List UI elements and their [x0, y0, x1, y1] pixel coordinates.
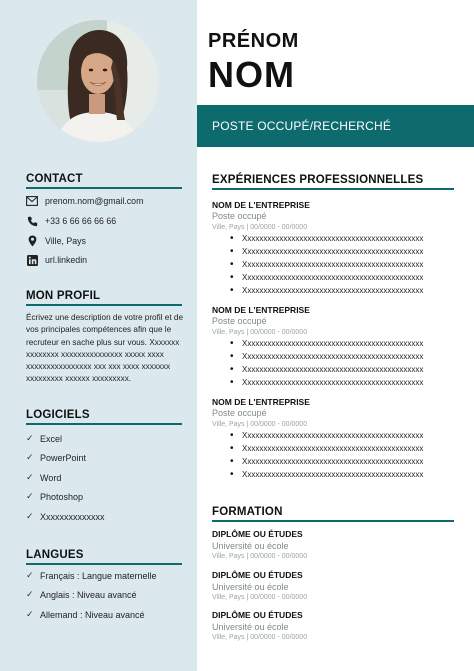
contact-linkedin[interactable]: [26, 254, 87, 266]
check-icon: ✓: [26, 433, 34, 443]
job-bullet: • Xxxxxxxxxxxxxxxxxxxxxxxxxxxxxxxxxxxxxxxxxxxxx: [230, 338, 423, 351]
langue-item: [26, 609, 145, 620]
logiciel-item: [26, 491, 83, 502]
last-name: NOM: [208, 54, 295, 95]
job-company: NOM DE L'ENTREPRISE: [212, 305, 310, 315]
job-company: NOM DE L'ENTREPRISE: [212, 397, 310, 407]
contact-title: CONTACT: [26, 173, 83, 185]
profil-divider: [26, 304, 182, 306]
position-title: POSTE OCCUPÉ/RECHERCHÉ: [212, 119, 392, 133]
edu-degree: DIPLÔME OU ÉTUDES: [212, 529, 303, 539]
first-name: PRÉNOM: [208, 30, 299, 52]
check-icon: ✓: [26, 472, 34, 482]
edu-degree: DIPLÔME OU ÉTUDES: [212, 570, 303, 580]
job-bullet: • Xxxxxxxxxxxxxxxxxxxxxxxxxxxxxxxxxxxxxxxxxxxxx: [230, 246, 423, 259]
job-bullet: • Xxxxxxxxxxxxxxxxxxxxxxxxxxxxxxxxxxxxxxxxxxxxx: [230, 443, 423, 456]
edu-degree: DIPLÔME OU ÉTUDES: [212, 610, 303, 620]
langue-label: Allemand : Niveau avancé: [40, 609, 145, 620]
job-role: Poste occupé: [212, 211, 267, 221]
experiences-title: EXPÉRIENCES PROFESSIONNELLES: [212, 174, 424, 186]
logiciel-label: PowerPoint: [40, 452, 87, 463]
job-bullet: • Xxxxxxxxxxxxxxxxxxxxxxxxxxxxxxxxxxxxxxxxxxxxx: [230, 351, 423, 364]
langue-item: [26, 570, 157, 581]
job-role: Poste occupé: [212, 408, 267, 418]
logiciel-item: [26, 472, 61, 483]
contact-email-text: prenom.nom@gmail.com: [45, 196, 144, 206]
location-pin-icon: [26, 235, 38, 247]
contact-phone[interactable]: [26, 215, 116, 227]
langue-label: Français : Langue maternelle: [40, 570, 157, 581]
job-place: Ville, Pays | 00/0000 - 00/0000: [212, 421, 308, 428]
envelope-icon: [26, 195, 38, 207]
check-icon: ✓: [26, 589, 34, 599]
job-role: Poste occupé: [212, 316, 267, 326]
contact-location-text: Ville, Pays: [45, 236, 86, 246]
logiciel-label: Photoshop: [40, 491, 84, 502]
job-bullet: • Xxxxxxxxxxxxxxxxxxxxxxxxxxxxxxxxxxxxxxxxxxxxx: [230, 469, 423, 482]
formation-divider: [212, 520, 454, 522]
edu-school: Université ou école: [212, 582, 289, 592]
langue-label: Anglais : Niveau avancé: [40, 589, 137, 600]
edu-place: Ville, Pays | 00/0000 - 00/0000: [212, 634, 308, 641]
edu-school: Université ou école: [212, 622, 289, 632]
formation-title: FORMATION: [212, 506, 283, 518]
experiences-divider: [212, 188, 454, 190]
job-bullet: • Xxxxxxxxxxxxxxxxxxxxxxxxxxxxxxxxxxxxxxxxxxxxx: [230, 377, 423, 390]
job-bullet: • Xxxxxxxxxxxxxxxxxxxxxxxxxxxxxxxxxxxxxxxxxxxxx: [230, 364, 423, 377]
edu-place: Ville, Pays | 00/0000 - 00/0000: [212, 553, 308, 560]
langues-divider: [26, 563, 182, 565]
langue-item: [26, 589, 137, 600]
job-bullets: [230, 233, 423, 298]
phone-icon: [26, 215, 38, 227]
contact-divider: [26, 187, 182, 189]
job-bullet: • Xxxxxxxxxxxxxxxxxxxxxxxxxxxxxxxxxxxxxxxxxxxxx: [230, 272, 423, 285]
job-company: NOM DE L'ENTREPRISE: [212, 200, 310, 210]
logiciel-label: Word: [40, 472, 62, 483]
check-icon: ✓: [26, 452, 34, 462]
contact-linkedin-text: url.linkedin: [45, 255, 88, 265]
job-bullet: • Xxxxxxxxxxxxxxxxxxxxxxxxxxxxxxxxxxxxxxxxxxxxx: [230, 259, 423, 272]
contact-location: [26, 235, 86, 247]
check-icon: ✓: [26, 511, 34, 521]
job-place: Ville, Pays | 00/0000 - 00/0000: [212, 224, 308, 231]
profil-title: MON PROFIL: [26, 290, 101, 302]
check-icon: ✓: [26, 570, 34, 580]
logiciel-label: Excel: [40, 433, 63, 444]
job-bullet: • Xxxxxxxxxxxxxxxxxxxxxxxxxxxxxxxxxxxxxxxxxxxxx: [230, 285, 423, 298]
edu-place: Ville, Pays | 00/0000 - 00/0000: [212, 594, 308, 601]
edu-school: Université ou école: [212, 541, 289, 551]
linkedin-icon: [26, 254, 38, 266]
logiciel-label: Xxxxxxxxxxxxxx: [40, 511, 105, 522]
job-place: Ville, Pays | 00/0000 - 00/0000: [212, 329, 308, 336]
logiciel-item: [26, 433, 62, 444]
check-icon: ✓: [26, 491, 34, 501]
logiciel-item: [26, 511, 105, 522]
langues-title: LANGUES: [26, 549, 84, 561]
profile-photo: [37, 20, 159, 142]
job-bullets: [230, 338, 423, 390]
logiciel-item: [26, 452, 86, 463]
contact-phone-text: +33 6 66 66 66 66: [45, 216, 117, 226]
job-bullet: • Xxxxxxxxxxxxxxxxxxxxxxxxxxxxxxxxxxxxxxxxxxxxx: [230, 430, 423, 443]
job-bullet: • Xxxxxxxxxxxxxxxxxxxxxxxxxxxxxxxxxxxxxxxxxxxxx: [230, 233, 423, 246]
contact-email[interactable]: [26, 195, 143, 207]
check-icon: ✓: [26, 609, 34, 619]
job-bullets: [230, 430, 423, 482]
profil-description: Écrivez une description de votre profil et de vos principales compétences afin que le recruteur en sache plus sur vous. Xxxxxxx xxxxxxxx xxxxxxxxxxxxxxx xxxxx xxxx xxxxxxxxxxxxxxxx xxx xxx xxxx xxxxxxx xxxxxxxxx xxxxxx xxxxxxxxx.: [26, 313, 184, 384]
logiciels-title: LOGICIELS: [26, 409, 90, 421]
logiciels-divider: [26, 423, 182, 425]
job-bullet: • Xxxxxxxxxxxxxxxxxxxxxxxxxxxxxxxxxxxxxxxxxxxxx: [230, 456, 423, 469]
